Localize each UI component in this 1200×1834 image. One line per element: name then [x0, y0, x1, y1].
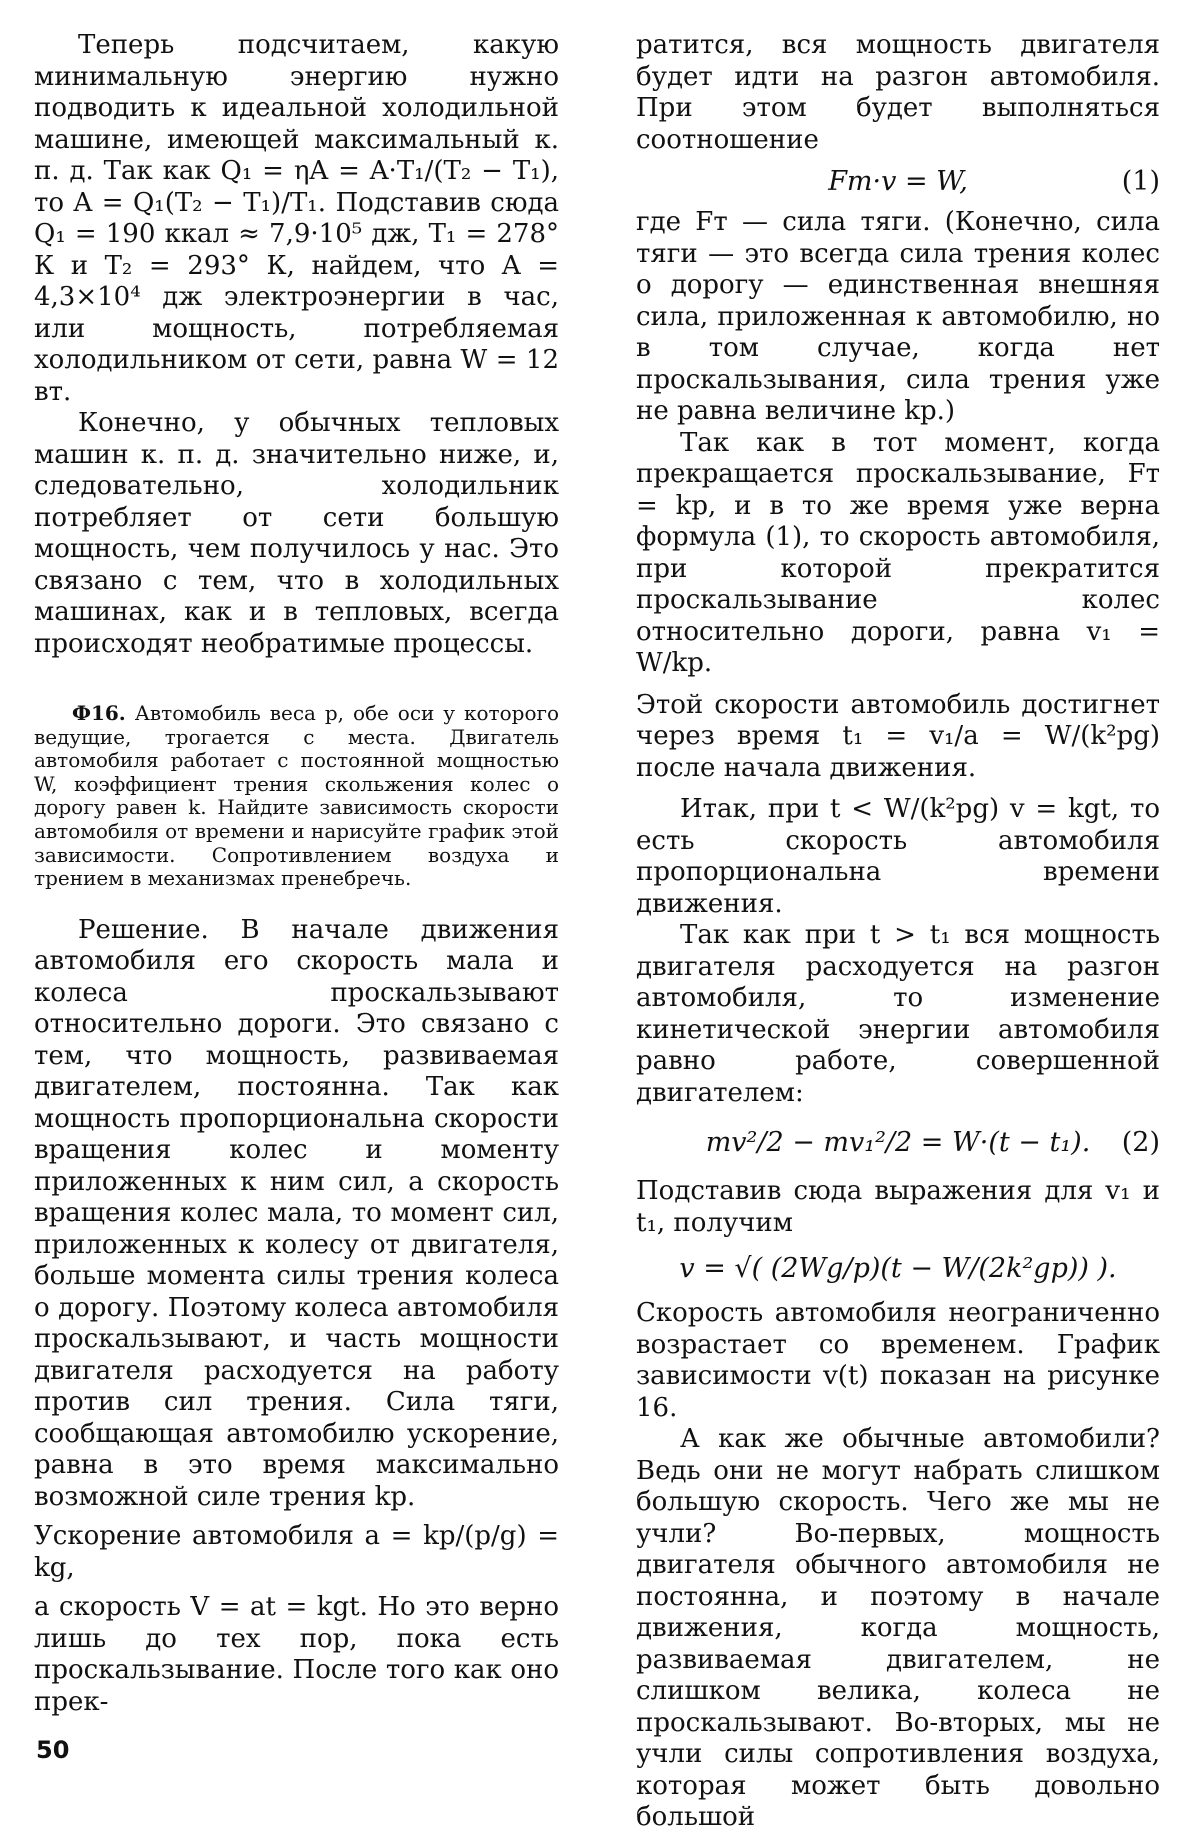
- equation-2-number: (2): [1121, 1127, 1160, 1158]
- equation-1-number: (1): [1121, 166, 1160, 197]
- left-column: [34, 30, 559, 1718]
- page-number: 50: [36, 1736, 70, 1764]
- paragraph-refrigerator-energy: Теперь подсчитаем, какую минимальную энергию нужно подводить к идеальной холодильной машине, имеющей максимальный к. п. д. Так как Q₁ = ηA = A·T₁/(T₂ − T₁), то A = Q₁(T₂ − T₁)/T₁. Подставив сюда Q₁ = 190 ккал ≈ 7,9·10⁵ дж, T₁ = 278° К и T₂ = 293° К, найдем, что A = 4,3×10⁴ дж электроэнергии в час, или мощность, потребляемая холодильником от сети, равна W = 12 вт.: [34, 30, 559, 407]
- paragraph-real-machines: Конечно, у обычных тепловых машин к. п. д. значительно ниже, и, следовательно, холодильник потребляет от сети большую мощность, чем получилось у нас. Это связано с тем, что в холодильных машинах, как и в тепловых, всегда происходят необратимые процессы.: [34, 408, 559, 659]
- paragraph-continuation: ратится, вся мощность двигателя будет идти на разгон автомобиля. При этом будет выполняться соотношение: [636, 30, 1160, 155]
- paragraph-slip-stops: Так как в тот момент, когда прекращается проскальзывание, Fт = kp, и в то же время уже верна формула (1), то скорость автомобиля, при которой прекратится проскальзывание колес относительно дороги, равна v₁ = W/kp.: [636, 427, 1160, 678]
- paragraph-solution: Решение. В начале движения автомобиля его скорость мала и колеса проскальзывают относительно дороги. Это связано с тем, что мощность, развиваемая двигателем, постоянна. Так как мощность пропорциональна скорости вращения колес и моменту приложенных к ним сил, а скорость вращения колес мала, то момент сил, приложенных к колесу от двигателя, больше момента силы трения колеса о дорогу. Поэтому колеса автомобиля проскальзывают, и часть мощности двигателя расходуется на работу против сил трения. Сила тяги, сообщающая автомобилю ускорение, равна в это время максимально возможной силе трения kp.: [34, 914, 559, 1512]
- paragraph-kinetic-energy: Так как при t > t₁ вся мощность двигателя расходуется на разгон автомобиля, то изменение кинетической энергии автомобиля равно работе, совершенной двигателем:: [636, 920, 1160, 1108]
- paragraph-real-cars: А как же обычные автомобили? Ведь они не могут набрать слишком большую скорость. Чего же мы не учли? Во-первых, мощность двигателя обычного автомобиля не постоянна, и поэтому в начале движения, когда мощность, развиваемая двигателем, не слишком велика, колеса не проскальзывают. Во-вторых, мы не учли силы сопротивления воздуха, которая может быть довольно большой: [636, 1424, 1160, 1832]
- equation-3: [636, 1253, 1160, 1284]
- equation-3-body: v = √( (2Wg/p)(t − W/(2k²gp)) ).: [679, 1253, 1117, 1284]
- problem-label: Ф16.: [72, 701, 126, 725]
- paragraph-unbounded-speed: Скорость автомобиля неограниченно возрастает со временем. График зависимости v(t) показан на рисунке 16.: [636, 1298, 1160, 1423]
- equation-1-body: Fт·v = W,: [828, 166, 968, 197]
- paragraph-linear-phase: Итак, при t < W/(k²pg) v = kgt, то есть скорость автомобиля пропорциональна времени движения.: [636, 794, 1160, 919]
- paragraph-substitute: Подставив сюда выражения для v₁ и t₁, получим: [636, 1176, 1160, 1238]
- equation-2: [636, 1127, 1160, 1158]
- paragraph-time-t1: Этой скорости автомобиль достигнет через время t₁ = v₁/a = W/(k²pg) после начала движения.: [636, 689, 1160, 783]
- equation-2-body: mv²/2 − mv₁²/2 = W·(t − t₁).: [705, 1127, 1091, 1158]
- problem-statement: [34, 702, 559, 891]
- paragraph-velocity: а скорость V = at = kgt. Но это верно лишь до тех пор, пока есть проскальзывание. После того как оно прек-: [34, 1592, 559, 1717]
- paragraph-traction-force: где Fт — сила тяги. (Конечно, сила тяги — это всегда сила трения колес о дорогу — единственная внешняя сила, приложенная к автомобилю, но в том случае, когда нет проскальзывания, сила трения уже не равна величине kp.): [636, 207, 1160, 426]
- acceleration-formula: Ускорение автомобиля a = kp/(p/g) = kg,: [34, 1521, 559, 1583]
- right-column: [636, 30, 1160, 1834]
- equation-1: [636, 166, 1160, 197]
- problem-text: Автомобиль веса p, обе оси у которого ведущие, трогается с места. Двигатель автомобиля работает с постоянной мощностью W, коэффициент трения скольжения колес о дорогу равен k. Найдите зависимость скорости автомобиля от времени и нарисуйте график этой зависимости. Сопротивлением воздуха и трением в механизмах пренебречь.: [34, 701, 560, 891]
